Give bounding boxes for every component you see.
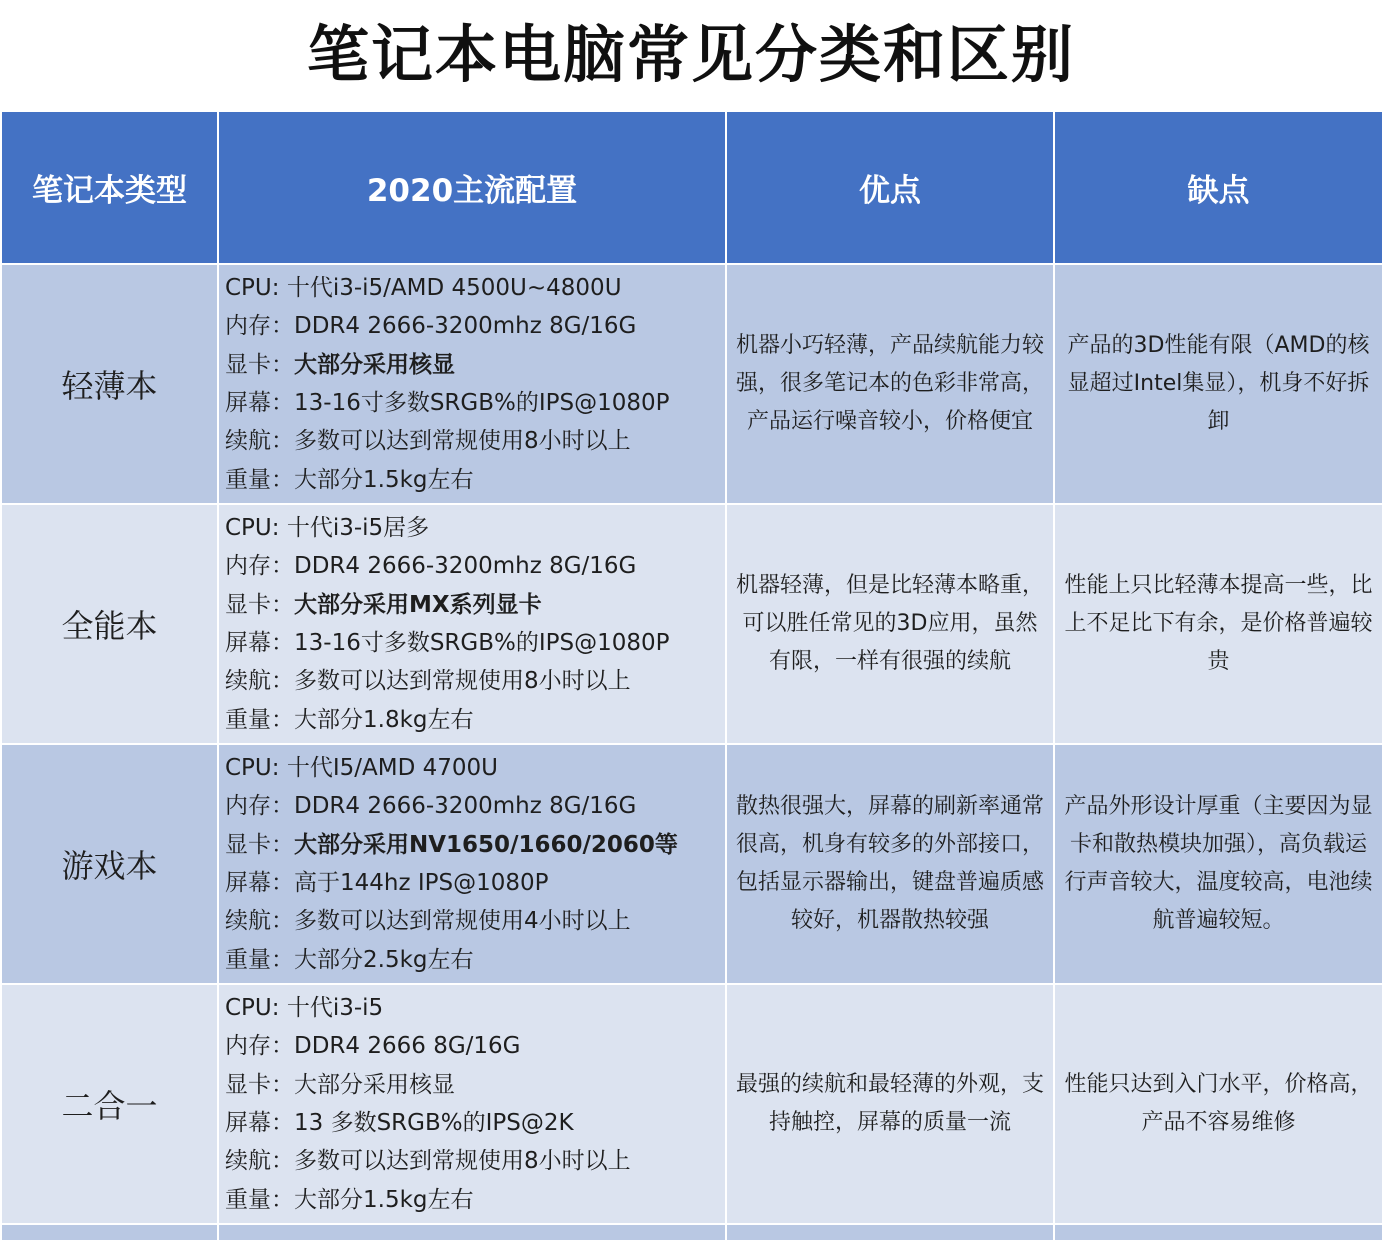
- config-value: 13-16寸多数SRGB%的IPS@1080P: [294, 630, 670, 656]
- config-value: DDR4 2666 8G/16G: [294, 1033, 521, 1060]
- cons-cell: 性能上只比轻薄本提高一些，比上不足比下有余，是价格普遍较贵: [1054, 504, 1382, 744]
- config-line: [225, 1066, 725, 1104]
- config-label: 屏幕：: [225, 630, 294, 656]
- config-line: [225, 902, 725, 940]
- config-value: 13 多数SRGB%的IPS@2K: [294, 1110, 574, 1136]
- footer-cell: [726, 1224, 1054, 1241]
- config-line: [225, 749, 725, 787]
- table-header-row: [1, 111, 1382, 264]
- laptop-comparison-table: [0, 110, 1382, 1242]
- laptop-type-cell: 游戏本: [1, 744, 218, 984]
- config-line: [225, 1104, 725, 1142]
- config-value: 十代i3-i5居多: [286, 515, 430, 542]
- config-value: 多数可以达到常规使用8小时以上: [294, 668, 631, 695]
- config-value: 大部分2.5kg左右: [294, 946, 474, 973]
- table-row: [1, 504, 1382, 744]
- header-cons: 缺点: [1054, 111, 1382, 264]
- config-line: [225, 307, 725, 345]
- config-line: [225, 624, 725, 662]
- config-label: 内存：: [225, 313, 294, 340]
- config-line: [225, 864, 725, 902]
- config-label: 显卡：: [225, 831, 294, 858]
- header-config: 2020主流配置: [218, 111, 726, 264]
- config-label: 续航：: [225, 1148, 294, 1175]
- config-line: [225, 1142, 725, 1180]
- config-line: [225, 941, 725, 979]
- config-label: 内存：: [225, 553, 294, 580]
- table-row: [1, 264, 1382, 504]
- cons-cell: 产品外形设计厚重（主要因为显卡和散热模块加强），高负载运行声音较大，温度较高，电池续航普遍较短。: [1054, 744, 1382, 984]
- config-line: [225, 586, 725, 624]
- config-value: 高于144hz IPS@1080P: [294, 870, 549, 896]
- config-line: [225, 1181, 725, 1219]
- pros-cell: 散热很强大，屏幕的刷新率通常很高，机身有较多的外部接口，包括显示器输出，键盘普遍质感较好，机器散热较强: [726, 744, 1054, 984]
- config-line: [225, 1027, 725, 1065]
- config-value: 大部分1.8kg左右: [294, 706, 474, 733]
- config-value: DDR4 2666-3200mhz 8G/16G: [294, 313, 637, 340]
- config-value: 大部分采用核显: [294, 1071, 455, 1098]
- laptop-type-cell: 轻薄本: [1, 264, 218, 504]
- config-label: CPU:: [225, 275, 287, 302]
- page-title: 笔记本电脑常见分类和区别: [306, 18, 1075, 91]
- config-label: 重量：: [225, 946, 294, 973]
- config-label: 内存：: [225, 1033, 294, 1060]
- config-value: DDR4 2666-3200mhz 8G/16G: [294, 793, 637, 820]
- config-line: [225, 787, 725, 825]
- config-label: 屏幕：: [225, 870, 294, 896]
- config-value: 十代i3-i5/AMD 4500U~4800U: [286, 275, 622, 302]
- config-label: 显卡：: [225, 351, 294, 378]
- config-cell: [218, 504, 726, 744]
- config-label: 重量：: [225, 466, 294, 493]
- header-pros: 优点: [726, 111, 1054, 264]
- config-value: 多数可以达到常规使用8小时以上: [294, 1148, 631, 1175]
- config-line: [225, 989, 725, 1027]
- config-line: [225, 826, 725, 864]
- config-line: [225, 422, 725, 460]
- config-label: CPU:: [225, 995, 287, 1022]
- config-label: 屏幕：: [225, 390, 294, 416]
- config-value: 十代I5/AMD 4700U: [286, 755, 498, 782]
- table-row: [1, 744, 1382, 984]
- pros-cell: 机器小巧轻薄，产品续航能力较强，很多笔记本的色彩非常高，产品运行噪音较小，价格便宜: [726, 264, 1054, 504]
- footer-cell: [1054, 1224, 1382, 1241]
- config-value: 大部分采用NV1650/1660/2060等: [294, 831, 678, 858]
- config-line: [225, 461, 725, 499]
- footer-cell: [1, 1224, 218, 1241]
- config-label: CPU:: [225, 515, 287, 542]
- config-label: 重量：: [225, 1186, 294, 1213]
- config-value: 多数可以达到常规使用4小时以上: [294, 908, 631, 935]
- config-label: 内存：: [225, 793, 294, 820]
- table-footer-row: [1, 1224, 1382, 1241]
- pros-cell: 最强的续航和最轻薄的外观，支持触控，屏幕的质量一流: [726, 984, 1054, 1224]
- config-label: 显卡：: [225, 591, 294, 618]
- footer-cell: [218, 1224, 726, 1241]
- config-line: [225, 269, 725, 307]
- config-label: 屏幕：: [225, 1110, 294, 1136]
- config-label: 显卡：: [225, 1071, 294, 1098]
- config-cell: [218, 264, 726, 504]
- config-line: [225, 346, 725, 384]
- config-label: 续航：: [225, 908, 294, 935]
- config-value: 十代i3-i5: [286, 995, 384, 1022]
- config-value: 大部分采用MX系列显卡: [294, 591, 542, 618]
- config-value: 大部分1.5kg左右: [294, 466, 474, 493]
- config-value: 大部分1.5kg左右: [294, 1186, 474, 1213]
- pros-cell: 机器轻薄，但是比轻薄本略重，可以胜任常见的3D应用，虽然有限，一样有很强的续航: [726, 504, 1054, 744]
- config-value: 大部分采用核显: [294, 351, 455, 378]
- config-line: [225, 509, 725, 547]
- config-label: 续航：: [225, 428, 294, 455]
- config-cell: [218, 984, 726, 1224]
- table-row: [1, 984, 1382, 1224]
- config-cell: [218, 744, 726, 984]
- header-type: 笔记本类型: [1, 111, 218, 264]
- config-label: 续航：: [225, 668, 294, 695]
- config-line: [225, 701, 725, 739]
- config-label: 重量：: [225, 706, 294, 733]
- config-line: [225, 662, 725, 700]
- config-line: [225, 547, 725, 585]
- laptop-type-cell: 二合一: [1, 984, 218, 1224]
- laptop-type-cell: 全能本: [1, 504, 218, 744]
- config-value: DDR4 2666-3200mhz 8G/16G: [294, 553, 637, 580]
- cons-cell: 产品的3D性能有限（AMD的核显超过Intel集显），机身不好拆卸: [1054, 264, 1382, 504]
- config-label: CPU:: [225, 755, 287, 782]
- config-value: 多数可以达到常规使用8小时以上: [294, 428, 631, 455]
- config-line: [225, 384, 725, 422]
- cons-cell: 性能只达到入门水平，价格高，产品不容易维修: [1054, 984, 1382, 1224]
- config-value: 13-16寸多数SRGB%的IPS@1080P: [294, 390, 670, 416]
